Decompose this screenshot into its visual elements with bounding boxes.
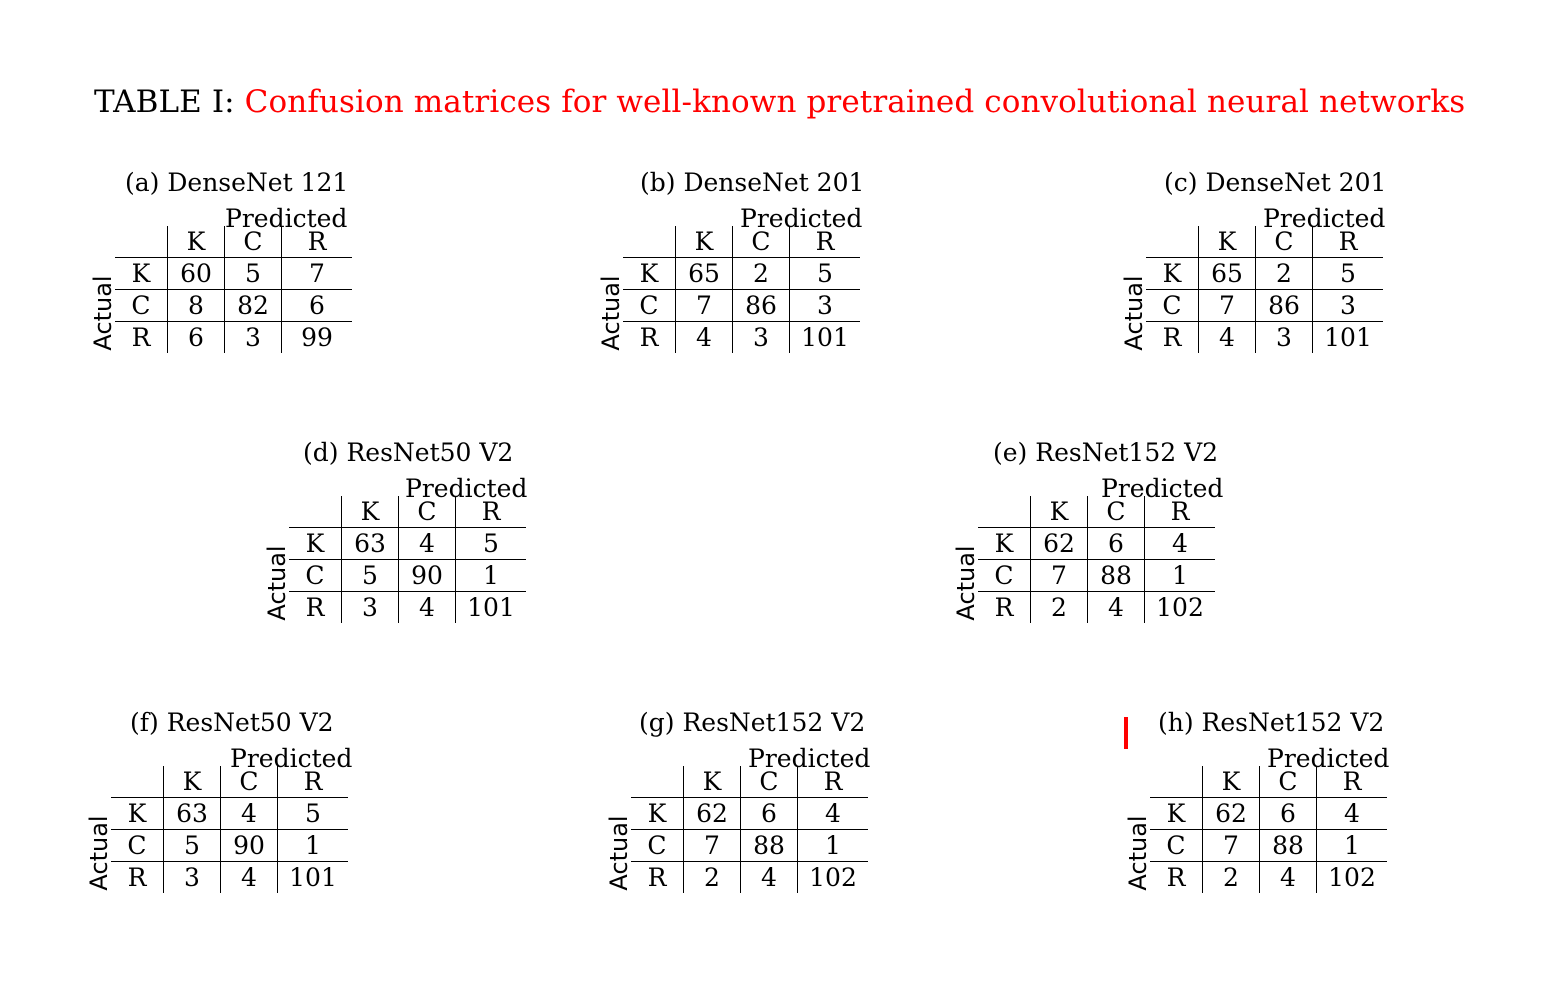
row-header-r: R [127, 862, 147, 892]
corner-cell [1146, 226, 1199, 258]
matrix-cell: 101 [456, 592, 527, 624]
caption-text: Confusion matrices for well-known pretrained convolutional neural networks [244, 84, 1466, 120]
table-row [1146, 258, 1383, 290]
subtable-caption: (g) ResNet152 V2 [639, 708, 866, 737]
row-header-c: C [111, 830, 164, 862]
matrix-cell: 1 [798, 830, 869, 862]
confusion-matrix-b-densenet-201 [583, 168, 943, 368]
column-header-c: C [221, 766, 278, 798]
column-header-c: C [1260, 766, 1317, 798]
matrix-cell: 2 [1031, 592, 1088, 624]
predicted-axis-label: Predicted [1267, 744, 1390, 773]
predicted-axis-label: Predicted [748, 744, 871, 773]
row-header-r: R [1166, 862, 1186, 892]
matrix-cell: 7 [676, 290, 733, 322]
matrix-cell: 5 [225, 258, 282, 290]
matrix-cell: 90 [221, 830, 278, 862]
matrix-cell: 62 [684, 798, 741, 830]
matrix-cell: 65 [676, 258, 733, 290]
corner-cell [111, 766, 164, 798]
matrix-cell: 4 [676, 322, 733, 354]
table-row [289, 528, 526, 560]
matrix-cell: 88 [1088, 560, 1145, 592]
row-header-k: K [115, 258, 168, 290]
confusion-matrix-e-resnet152-v2 [938, 438, 1298, 638]
column-header-r: R [798, 766, 869, 798]
table-row [631, 830, 868, 862]
matrix-cell: 4 [1260, 862, 1317, 894]
text-cursor [1124, 717, 1128, 749]
table-row [978, 592, 1215, 624]
matrix-cell: 6 [1260, 798, 1317, 830]
matrix-cell: 102 [1317, 862, 1388, 894]
table-header-row [1150, 766, 1387, 798]
matrix-cell: 102 [1145, 592, 1216, 624]
matrix-table [289, 496, 526, 623]
matrix-cell: 1 [456, 560, 527, 592]
matrix-cell: 3 [342, 592, 399, 624]
matrix-cell: 3 [1313, 290, 1384, 322]
column-header-c: C [1256, 226, 1313, 258]
confusion-matrix-c-densenet-201 [1106, 168, 1466, 368]
matrix-cell: 5 [164, 830, 221, 862]
column-header-c: C [399, 496, 456, 528]
matrix-cell: 4 [1317, 798, 1388, 830]
actual-axis-label: Actual [85, 815, 113, 891]
predicted-axis-label: Predicted [225, 204, 348, 233]
corner-cell [623, 226, 676, 258]
table-row [111, 862, 348, 894]
row-header-c: C [1150, 830, 1203, 862]
matrix-cell: 101 [1313, 322, 1384, 354]
subtable-caption: (h) ResNet152 V2 [1158, 708, 1385, 737]
table-row [1150, 862, 1387, 894]
column-header-c: C [733, 226, 790, 258]
matrix-cell: 5 [278, 798, 349, 830]
matrix-cell: 2 [1203, 862, 1260, 894]
row-header-c: C [623, 290, 676, 322]
table-row [623, 258, 860, 290]
matrix-cell: 63 [164, 798, 221, 830]
row-header-r: R [639, 322, 659, 352]
matrix-cell: 3 [1256, 322, 1313, 354]
table-row [978, 560, 1215, 592]
table-row [1146, 290, 1383, 322]
matrix-cell: 88 [1260, 830, 1317, 862]
row-header-k: K [623, 258, 676, 290]
matrix-cell: 62 [1203, 798, 1260, 830]
matrix-cell: 8 [168, 290, 225, 322]
actual-axis-label: Actual [597, 275, 625, 351]
matrix-cell: 6 [1088, 528, 1145, 560]
table-row [631, 862, 868, 894]
matrix-table [111, 766, 348, 893]
row-header-k: K [289, 528, 342, 560]
row-header-k: K [631, 798, 684, 830]
actual-axis-label: Actual [1124, 815, 1152, 891]
matrix-cell: 90 [399, 560, 456, 592]
column-header-k: K [164, 766, 221, 798]
table-row [115, 258, 352, 290]
table-row [1150, 830, 1387, 862]
caption-prefix: TABLE I: [94, 84, 245, 120]
table-header-row [289, 496, 526, 528]
matrix-cell: 5 [790, 258, 861, 290]
matrix-cell: 7 [282, 258, 353, 290]
column-header-r: R [1317, 766, 1388, 798]
confusion-matrix-f-resnet50-v2 [71, 708, 431, 908]
table-row [631, 798, 868, 830]
table-row [289, 592, 526, 624]
matrix-cell: 4 [798, 798, 869, 830]
column-header-k: K [676, 226, 733, 258]
matrix-cell: 102 [798, 862, 869, 894]
row-header-r: R [131, 322, 151, 352]
matrix-cell: 5 [456, 528, 527, 560]
column-header-c: C [1088, 496, 1145, 528]
table-row [289, 560, 526, 592]
matrix-table [1146, 226, 1383, 353]
matrix-table [978, 496, 1215, 623]
predicted-axis-label: Predicted [405, 474, 528, 503]
matrix-cell: 6 [168, 322, 225, 354]
column-header-k: K [684, 766, 741, 798]
table-header-row [978, 496, 1215, 528]
row-header-c: C [631, 830, 684, 862]
confusion-matrix-g-resnet152-v2 [591, 708, 951, 908]
corner-cell [115, 226, 168, 258]
row-header-c: C [1146, 290, 1199, 322]
matrix-cell: 7 [684, 830, 741, 862]
row-header-r: R [994, 592, 1014, 622]
row-header-c: C [978, 560, 1031, 592]
table-row [1146, 322, 1383, 354]
matrix-cell: 1 [278, 830, 349, 862]
subtable-caption: (e) ResNet152 V2 [993, 438, 1219, 467]
row-header-c: C [115, 290, 168, 322]
column-header-r: R [1145, 496, 1216, 528]
matrix-cell: 5 [342, 560, 399, 592]
matrix-cell: 2 [684, 862, 741, 894]
matrix-cell: 4 [1145, 528, 1216, 560]
column-header-r: R [278, 766, 349, 798]
corner-cell [289, 496, 342, 528]
matrix-cell: 63 [342, 528, 399, 560]
matrix-cell: 4 [399, 528, 456, 560]
subtable-caption: (c) DenseNet 201 [1164, 168, 1387, 197]
corner-cell [1150, 766, 1203, 798]
table-header-row [115, 226, 352, 258]
matrix-cell: 4 [221, 862, 278, 894]
table-row [111, 830, 348, 862]
column-header-r: R [456, 496, 527, 528]
matrix-cell: 4 [1088, 592, 1145, 624]
confusion-matrix-h-resnet152-v2 [1110, 708, 1470, 908]
matrix-cell: 2 [1256, 258, 1313, 290]
column-header-k: K [168, 226, 225, 258]
subtable-caption: (a) DenseNet 121 [125, 168, 349, 197]
matrix-cell: 2 [733, 258, 790, 290]
confusion-matrix-a-densenet-121 [75, 168, 435, 368]
table-header-row [111, 766, 348, 798]
table-row [978, 528, 1215, 560]
actual-axis-label: Actual [89, 275, 117, 351]
corner-cell [978, 496, 1031, 528]
column-header-k: K [342, 496, 399, 528]
subtable-caption: (f) ResNet50 V2 [130, 708, 334, 737]
column-header-r: R [282, 226, 353, 258]
matrix-cell: 86 [1256, 290, 1313, 322]
subtable-caption: (b) DenseNet 201 [640, 168, 865, 197]
table-row [115, 322, 352, 354]
table-row [111, 798, 348, 830]
column-header-r: R [790, 226, 861, 258]
matrix-cell: 7 [1203, 830, 1260, 862]
matrix-table [115, 226, 352, 353]
subtable-caption: (d) ResNet50 V2 [303, 438, 514, 467]
matrix-cell: 60 [168, 258, 225, 290]
matrix-cell: 3 [164, 862, 221, 894]
column-header-k: K [1031, 496, 1088, 528]
column-header-r: R [1313, 226, 1384, 258]
actual-axis-label: Actual [263, 545, 291, 621]
matrix-cell: 5 [1313, 258, 1384, 290]
matrix-cell: 86 [733, 290, 790, 322]
matrix-table [623, 226, 860, 353]
table-row [623, 322, 860, 354]
predicted-axis-label: Predicted [1101, 474, 1224, 503]
matrix-cell: 101 [278, 862, 349, 894]
actual-axis-label: Actual [605, 815, 633, 891]
table-caption [94, 84, 1465, 120]
column-header-c: C [741, 766, 798, 798]
matrix-cell: 65 [1199, 258, 1256, 290]
matrix-cell: 6 [282, 290, 353, 322]
matrix-cell: 4 [221, 798, 278, 830]
matrix-cell: 7 [1031, 560, 1088, 592]
predicted-axis-label: Predicted [740, 204, 863, 233]
matrix-table [1150, 766, 1387, 893]
row-header-r: R [1162, 322, 1182, 352]
corner-cell [631, 766, 684, 798]
actual-axis-label: Actual [952, 545, 980, 621]
table-row [623, 290, 860, 322]
matrix-cell: 1 [1145, 560, 1216, 592]
table-row [1150, 798, 1387, 830]
row-header-r: R [647, 862, 667, 892]
matrix-cell: 4 [1199, 322, 1256, 354]
row-header-c: C [289, 560, 342, 592]
matrix-cell: 4 [741, 862, 798, 894]
row-header-r: R [305, 592, 325, 622]
matrix-cell: 3 [225, 322, 282, 354]
table-header-row [1146, 226, 1383, 258]
matrix-cell: 1 [1317, 830, 1388, 862]
matrix-cell: 4 [399, 592, 456, 624]
matrix-table [631, 766, 868, 893]
matrix-cell: 6 [741, 798, 798, 830]
matrix-cell: 7 [1199, 290, 1256, 322]
matrix-cell: 88 [741, 830, 798, 862]
predicted-axis-label: Predicted [1263, 204, 1386, 233]
table-header-row [623, 226, 860, 258]
matrix-cell: 3 [790, 290, 861, 322]
row-header-k: K [1146, 258, 1199, 290]
column-header-k: K [1199, 226, 1256, 258]
row-header-k: K [111, 798, 164, 830]
matrix-cell: 62 [1031, 528, 1088, 560]
table-header-row [631, 766, 868, 798]
predicted-axis-label: Predicted [230, 744, 353, 773]
confusion-matrix-d-resnet50-v2 [249, 438, 609, 638]
row-header-k: K [978, 528, 1031, 560]
column-header-c: C [225, 226, 282, 258]
matrix-cell: 3 [733, 322, 790, 354]
matrix-cell: 101 [790, 322, 861, 354]
actual-axis-label: Actual [1120, 275, 1148, 351]
table-row [115, 290, 352, 322]
matrix-cell: 99 [282, 322, 353, 354]
matrix-cell: 82 [225, 290, 282, 322]
row-header-k: K [1150, 798, 1203, 830]
column-header-k: K [1203, 766, 1260, 798]
